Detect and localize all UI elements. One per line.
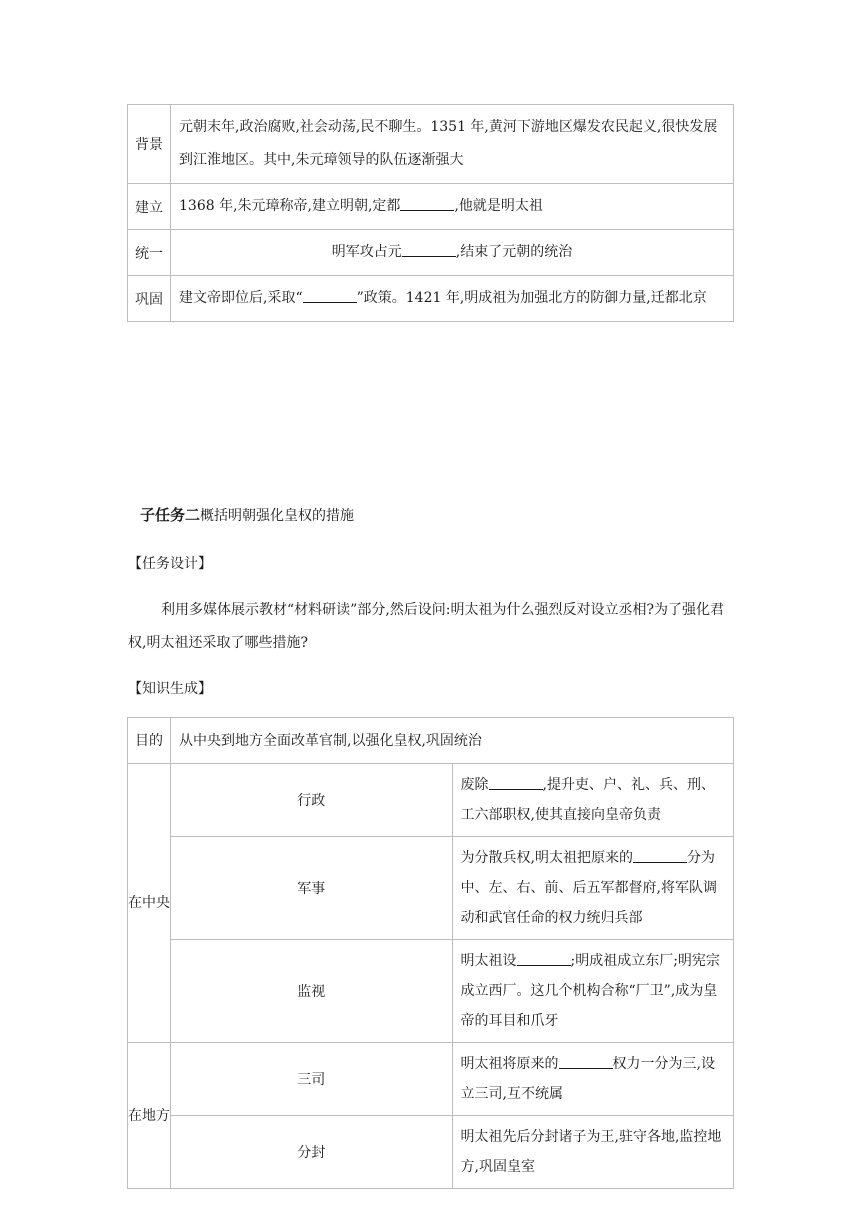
row-content xyxy=(452,837,734,940)
row-label: 建立 xyxy=(128,184,171,230)
row-label: 统一 xyxy=(128,230,171,276)
fill-blank[interactable] xyxy=(402,242,456,257)
row-label: 目的 xyxy=(128,718,171,764)
fill-blank[interactable] xyxy=(400,196,454,211)
table-row xyxy=(128,1116,734,1189)
table-row xyxy=(128,230,734,276)
text-segment: 建文帝即位后,采取“ xyxy=(179,290,303,306)
background-table xyxy=(127,104,734,322)
text-segment: 明太祖设 xyxy=(460,953,517,969)
text-segment: 明太祖将原来的 xyxy=(460,1056,559,1072)
row-content: 明太祖先后分封诸子为王,驻守各地,监控地方,巩固皇室 xyxy=(452,1116,734,1189)
subtask-tag: 子任务二 xyxy=(140,506,201,524)
row-label: 背景 xyxy=(128,105,171,184)
text-segment: ,他就是明太祖 xyxy=(454,198,543,214)
text-segment: ,提升吏、户、礼、兵、刑、工六部职权,使其直接向皇帝负责 xyxy=(460,777,715,823)
row-content: 从中央到地方全面改革官制,以强化皇权,巩固统治 xyxy=(171,718,734,764)
row-content xyxy=(452,764,734,837)
row-content xyxy=(171,230,734,276)
table-row xyxy=(128,184,734,230)
knowledge-heading: 【知识生成】 xyxy=(128,681,212,697)
text-segment: 分为中、左、右、前、后五军都督府,将军队调动和武官任命的权力统归兵部 xyxy=(460,850,717,926)
subtask-title: 概括明朝强化皇权的措施 xyxy=(200,508,355,524)
row-content xyxy=(452,940,734,1043)
text-segment: ;明成祖成立东厂;明宪宗成立西厂。这几个机构合称“厂卫”,成为皇帝的耳目和爪牙 xyxy=(460,953,720,1029)
fill-blank[interactable] xyxy=(633,848,687,863)
sub-label: 分封 xyxy=(171,1116,453,1189)
text-segment: 权力一分为三,设立三司,互不统属 xyxy=(460,1056,715,1102)
text-segment: 为分散兵权,明太祖把原来的 xyxy=(460,850,633,866)
local-label: 在地方 xyxy=(128,1043,171,1189)
subtask-heading xyxy=(140,503,354,527)
text-segment: ,结束了元朝的统治 xyxy=(455,244,573,260)
table-row xyxy=(128,764,734,837)
sub-label: 行政 xyxy=(171,764,453,837)
table-row xyxy=(128,1043,734,1116)
table-row xyxy=(128,276,734,322)
table-row xyxy=(128,718,734,764)
table-row xyxy=(128,105,734,184)
text-segment: 明军攻占元 xyxy=(331,244,402,260)
row-content: 元朝末年,政治腐败,社会动荡,民不聊生。1351 年,黄河下游地区爆发农民起义,很快发展到江淮地区。其中,朱元璋领导的队伍逐渐强大 xyxy=(171,105,734,184)
text-segment: 1368 年,朱元璋称帝,建立明朝,定都 xyxy=(179,198,401,214)
row-content xyxy=(171,276,734,322)
text-segment: ”政策。1421 年,明成祖为加强北方的防御力量,迁都北京 xyxy=(356,290,707,306)
sub-label: 监视 xyxy=(171,940,453,1043)
table-row xyxy=(128,837,734,940)
design-heading: 【任务设计】 xyxy=(128,556,212,572)
sub-label: 军事 xyxy=(171,837,453,940)
fill-blank[interactable] xyxy=(489,775,543,790)
measures-table xyxy=(127,717,734,1189)
text-segment: 废除 xyxy=(460,777,489,793)
central-label: 在中央 xyxy=(128,764,171,1043)
row-content xyxy=(171,184,734,230)
fill-blank[interactable] xyxy=(517,951,571,966)
row-label: 巩固 xyxy=(128,276,171,322)
design-paragraph: 利用多媒体展示教材“材料研读”部分,然后设问:明太祖为什么强烈反对设立丞相?为了强化君权,明太祖还采取了哪些措施? xyxy=(128,602,724,651)
table-row xyxy=(128,940,734,1043)
fill-blank[interactable] xyxy=(303,288,357,303)
fill-blank[interactable] xyxy=(559,1054,613,1069)
row-content xyxy=(452,1043,734,1116)
sub-label: 三司 xyxy=(171,1043,453,1116)
